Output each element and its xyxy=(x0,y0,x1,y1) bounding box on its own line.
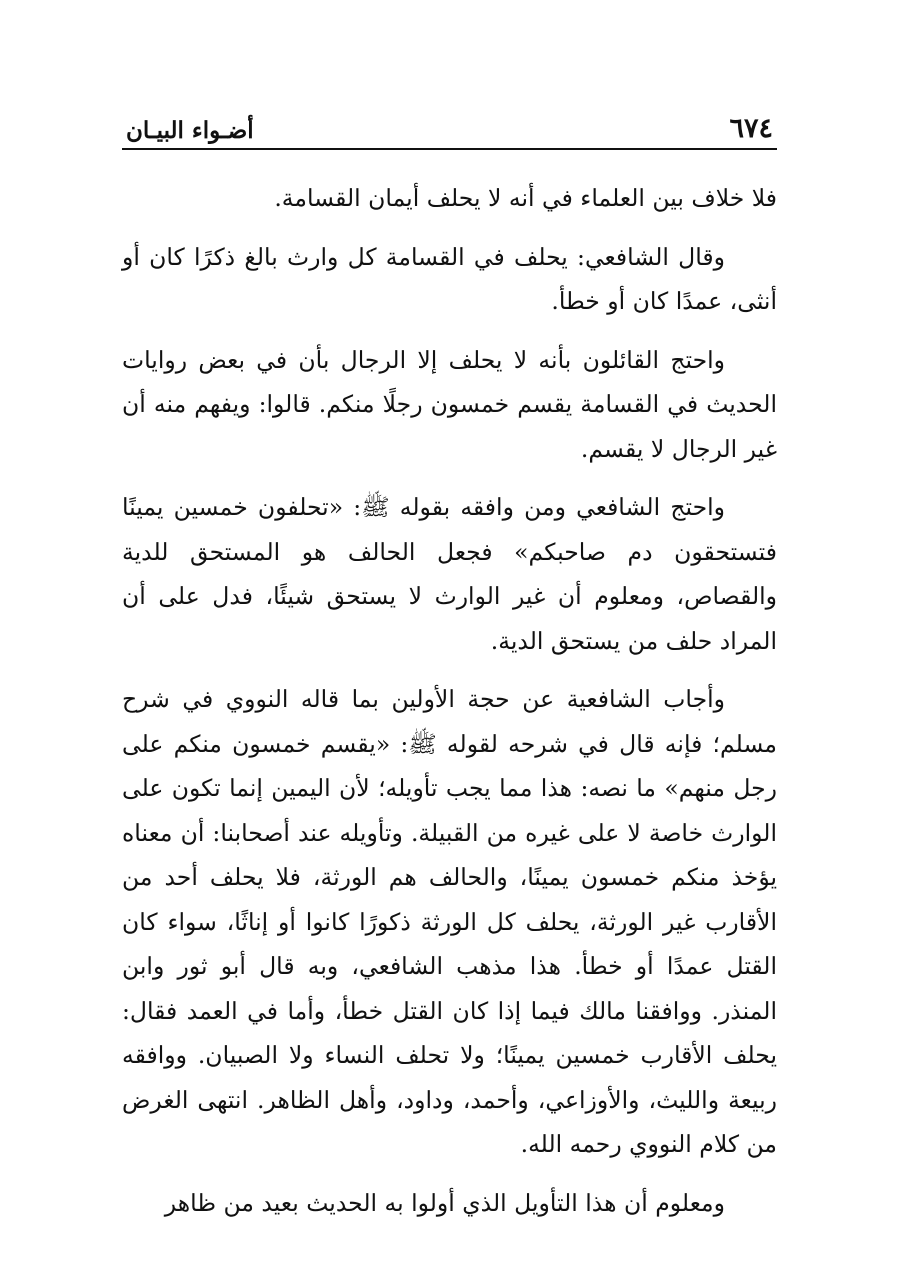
paragraph-2: وقال الشافعي: يحلف في القسامة كل وارث بالغ ذكرًا كان أو أنثى، عمدًا كان أو خطأ. xyxy=(122,242,777,315)
page-body xyxy=(122,176,777,1225)
paragraph-4: واحتج الشافعي ومن وافقه بقوله ﷺ: «تحلفون خمسين يمينًا فتستحقون دم صاحبكم» فجعل الحالف هو المستحق للدية والقصاص، ومعلوم أن غير الوارث لا يستحق شيئًا، فدل على أن المراد حلف من يستحق الدية. xyxy=(122,493,777,655)
book-page xyxy=(122,100,777,1239)
running-title: أضـواء البيـان xyxy=(126,117,254,144)
page-header xyxy=(122,100,777,150)
paragraph-3: واحتج القائلون بأنه لا يحلف إلا الرجال بأن في بعض روايات الحديث في القسامة يقسم خمسون رجلًا منكم. قالوا: ويفهم منه أن غير الرجال لا يقسم. xyxy=(122,345,777,463)
page-number: ٦٧٤ xyxy=(729,113,773,144)
paragraph-6: ومعلوم أن هذا التأويل الذي أولوا به الحديث بعيد من ظاهر xyxy=(164,1188,725,1217)
paragraph-5: وأجاب الشافعية عن حجة الأولين بما قاله النووي في شرح مسلم؛ فإنه قال في شرحه لقوله ﷺ: «يقسم خمسون منكم على رجل منهم» ما نصه: هذا مما يجب تأويله؛ لأن اليمين إنما تكون على الوارث خاصة لا على غيره من القبيلة. وتأويله عند أصحابنا: أن معناه يؤخذ منكم خمسون يمينًا، والحالف هم الورثة، فلا يحلف أحد من الأقارب غير الورثة، يحلف كل الورثة ذكورًا كانوا أو إناثًا، سواء كان القتل عمدًا أو خطأ. هذا مذهب الشافعي، وبه قال أبو ثور وابن المنذر. ووافقنا مالك فيما إذا كان القتل خطأ، وأما في العمد فقال: يحلف الأقارب خمسين يمينًا؛ ولا تحلف النساء ولا الصبيان. ووافقه ربيعة والليث، والأوزاعي، وأحمد، وداود، وأهل الظاهر. انتهى الغرض من كلام النووي رحمه الله. xyxy=(122,685,777,1158)
paragraph-1: فلا خلاف بين العلماء في أنه لا يحلف أيمان القسامة. xyxy=(274,184,777,212)
